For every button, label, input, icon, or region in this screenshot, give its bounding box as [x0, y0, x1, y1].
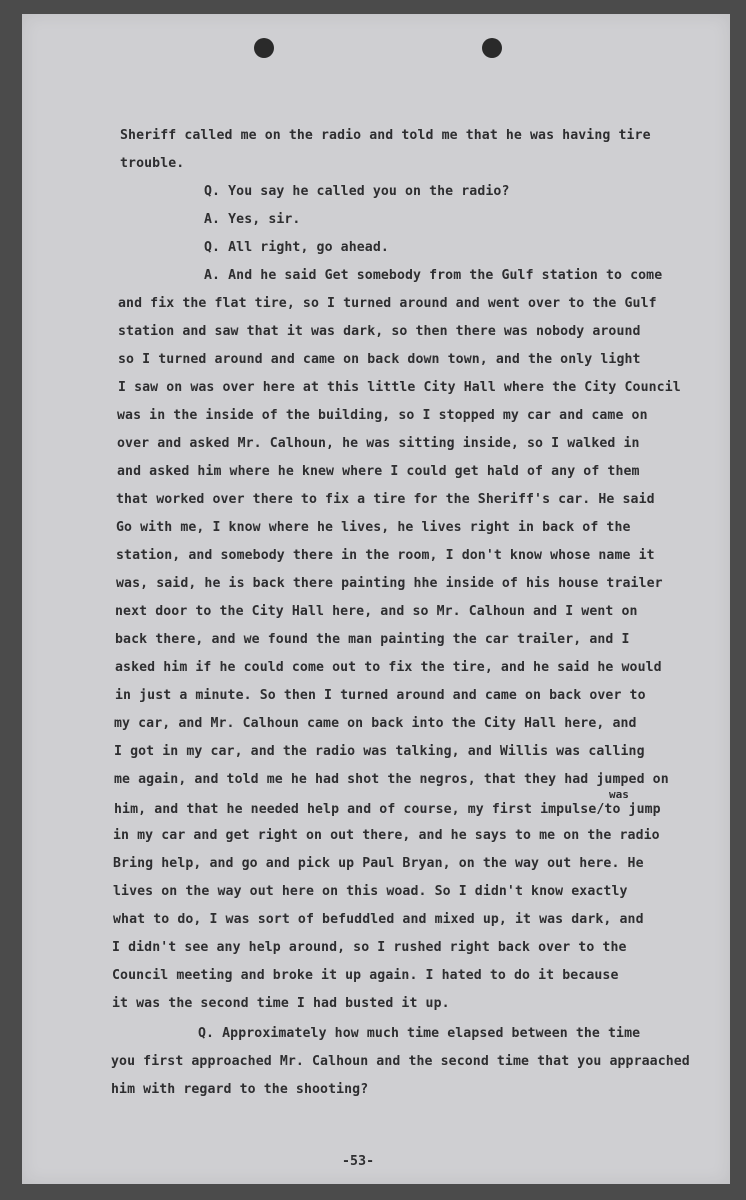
text-line: in my car and get right on out there, and he says to me on the radio	[113, 828, 660, 843]
question-line: Q. Approximately how much time elapsed between the time	[198, 1026, 641, 1041]
text-line: Sheriff called me on the radio and told me that he was having tire	[120, 128, 651, 143]
text-line: lives on the way out here on this woad. So I didn't know exactly	[113, 884, 628, 899]
text-line: was, said, he is back there painting hhe inside of his house trailer	[116, 576, 663, 591]
text-line: me again, and told me he had shot the negros, that they had jumped on	[114, 772, 669, 787]
text-line: it was the second time I had busted it up.	[112, 996, 450, 1011]
text-line: in just a minute. So then I turned around and came on back over to	[115, 688, 646, 703]
text-line: him, and that he needed help and of course, my first impulse/to jump	[114, 802, 661, 817]
answer-line: A. And he said Get somebody from the Gulf station to come	[204, 268, 663, 283]
text-line: I got in my car, and the radio was talking, and Willis was calling	[114, 744, 645, 759]
text-line: and fix the flat tire, so I turned around and went over to the Gulf	[118, 296, 657, 311]
text-line: that worked over there to fix a tire for the Sheriff's car. He said	[116, 492, 655, 507]
text-line: him with regard to the shooting?	[111, 1082, 369, 1097]
text-line: and asked him where he knew where I could get hald of any of them	[117, 464, 640, 479]
text-line: next door to the City Hall here, and so Mr. Calhoun and I went on	[115, 604, 638, 619]
text-line: you first approached Mr. Calhoun and the second time that you appraached	[111, 1054, 690, 1069]
text-line: station and saw that it was dark, so then there was nobody around	[118, 324, 641, 339]
text-line: I didn't see any help around, so I rushed right back over to the	[112, 940, 627, 955]
text-line: was in the inside of the building, so I stopped my car and came on	[117, 408, 648, 423]
typed-page	[22, 14, 730, 1184]
text-line: Council meeting and broke it up again. I hated to do it because	[112, 968, 619, 983]
question-line: Q. All right, go ahead.	[204, 240, 389, 255]
text-line: what to do, I was sort of befuddled and mixed up, it was dark, and	[113, 912, 644, 927]
text-line: Go with me, I know where he lives, he lives right in back of the	[116, 520, 631, 535]
binder-hole-left	[254, 38, 274, 58]
text-line: my car, and Mr. Calhoun came on back into the City Hall here, and	[114, 716, 637, 731]
interlinear-correction: was	[609, 788, 629, 801]
text-line: so I turned around and came on back down town, and the only light	[118, 352, 641, 367]
question-line: Q. You say he called you on the radio?	[204, 184, 510, 199]
text-line: asked him if he could come out to fix the tire, and he said he would	[115, 660, 662, 675]
binder-hole-right	[482, 38, 502, 58]
text-line: over and asked Mr. Calhoun, he was sitting inside, so I walked in	[117, 436, 640, 451]
text-line: back there, and we found the man painting the car trailer, and I	[115, 632, 630, 647]
answer-line: A. Yes, sir.	[204, 212, 301, 227]
text-line: station, and somebody there in the room, I don't know whose name it	[116, 548, 655, 563]
text-line: trouble.	[120, 156, 185, 171]
page-number: -53-	[342, 1154, 375, 1169]
text-line: I saw on was over here at this little City Hall where the City Council	[118, 380, 681, 395]
text-line: Bring help, and go and pick up Paul Bryan, on the way out here. He	[113, 856, 644, 871]
